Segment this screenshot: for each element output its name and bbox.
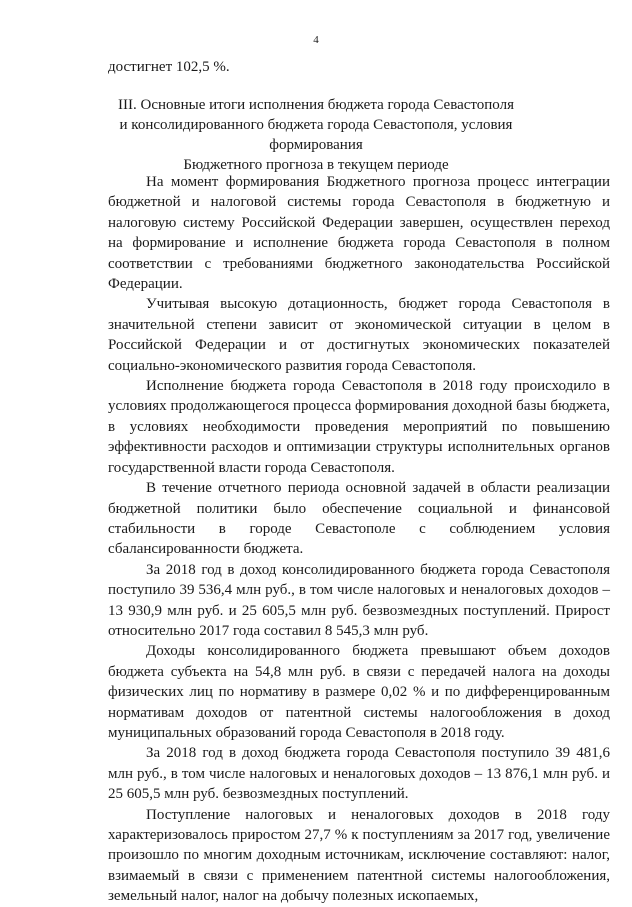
body-text bbox=[108, 172, 610, 907]
paragraph: Учитывая высокую дотационность, бюджет города Севастополя в значительной степени зависит от экономической ситуации в целом в Российской Федерации и от достигнутых экономических показателей социально-экономического развития города Севастополя. bbox=[108, 296, 610, 374]
page-number: 4 bbox=[313, 34, 319, 46]
section-heading-line-1: III. Основные итоги исполнения бюджета города Севастополя bbox=[118, 97, 514, 113]
paragraph: Доходы консолидированного бюджета превышают объем доходов бюджета субъекта на 54,8 млн руб. в связи с передачей налога на доходы физических лиц по нормативу в размере 0,02 % и по дифференцированным нормативам доходов от патентной системы налогообложения в доход муниципальных образований города Севастополя в 2018 году. bbox=[108, 643, 610, 741]
paragraph: Поступление налоговых и неналоговых доходов в 2018 году характеризовалось приростом 27,7 % к поступлениям за 2017 год, увеличение произошло по многим доходным источникам, исключение составляют: налог, взимаемый в связи с применением патентной системы налогообложения, земельный налог, налог на добычу полезных ископаемых, bbox=[108, 806, 610, 905]
paragraph: В течение отчетного периода основной задачей в области реализации бюджетной политики было обеспечение социальной и финансовой стабильности в городе Севастополе с соблюдением условия сбалансированности бюджета. bbox=[108, 480, 610, 558]
section-heading-line-3: Бюджетного прогноза в текущем периоде bbox=[183, 157, 449, 173]
section-heading-line-2: и консолидированного бюджета города Севастополя, условия формирования bbox=[119, 117, 513, 153]
paragraph: Исполнение бюджета города Севастополя в 2018 году происходило в условиях продолжающегося процесса формирования доходной базы бюджета, в условиях необходимости проведения мероприятий по повышению эффективности расходов и оптимизации структуры исполнительных органов государственной власти города Севастополя. bbox=[108, 378, 610, 476]
paragraph: На момент формирования Бюджетного прогноза процесс интеграции бюджетной и налоговой системы города Севастополя в бюджетную и налоговую систему Российской Федерации завершен, осуществлен переход на формирование и исполнение бюджета города Севастополя в полном соответствии с требованиями бюджетного законодательства Российской Федерации. bbox=[108, 174, 610, 293]
continued-text: достигнет 102,5 %. bbox=[108, 59, 230, 75]
paragraph: За 2018 год в доход бюджета города Севастополя поступило 39 481,6 млн руб., в том числе налоговых и неналоговых доходов – 13 876,1 млн руб. и 25 605,5 млн руб. безвозмездных поступлений. bbox=[108, 745, 610, 803]
paragraph: За 2018 год в доход консолидированного бюджета города Севастополя поступило 39 536,4 млн руб., в том числе налоговых и неналоговых доходов – 13 930,9 млн руб. и 25 605,5 млн руб. безвозмездных поступлений. Прирост относительно 2017 года составил 8 545,3 млн руб. bbox=[108, 561, 610, 639]
section-heading bbox=[90, 95, 542, 175]
